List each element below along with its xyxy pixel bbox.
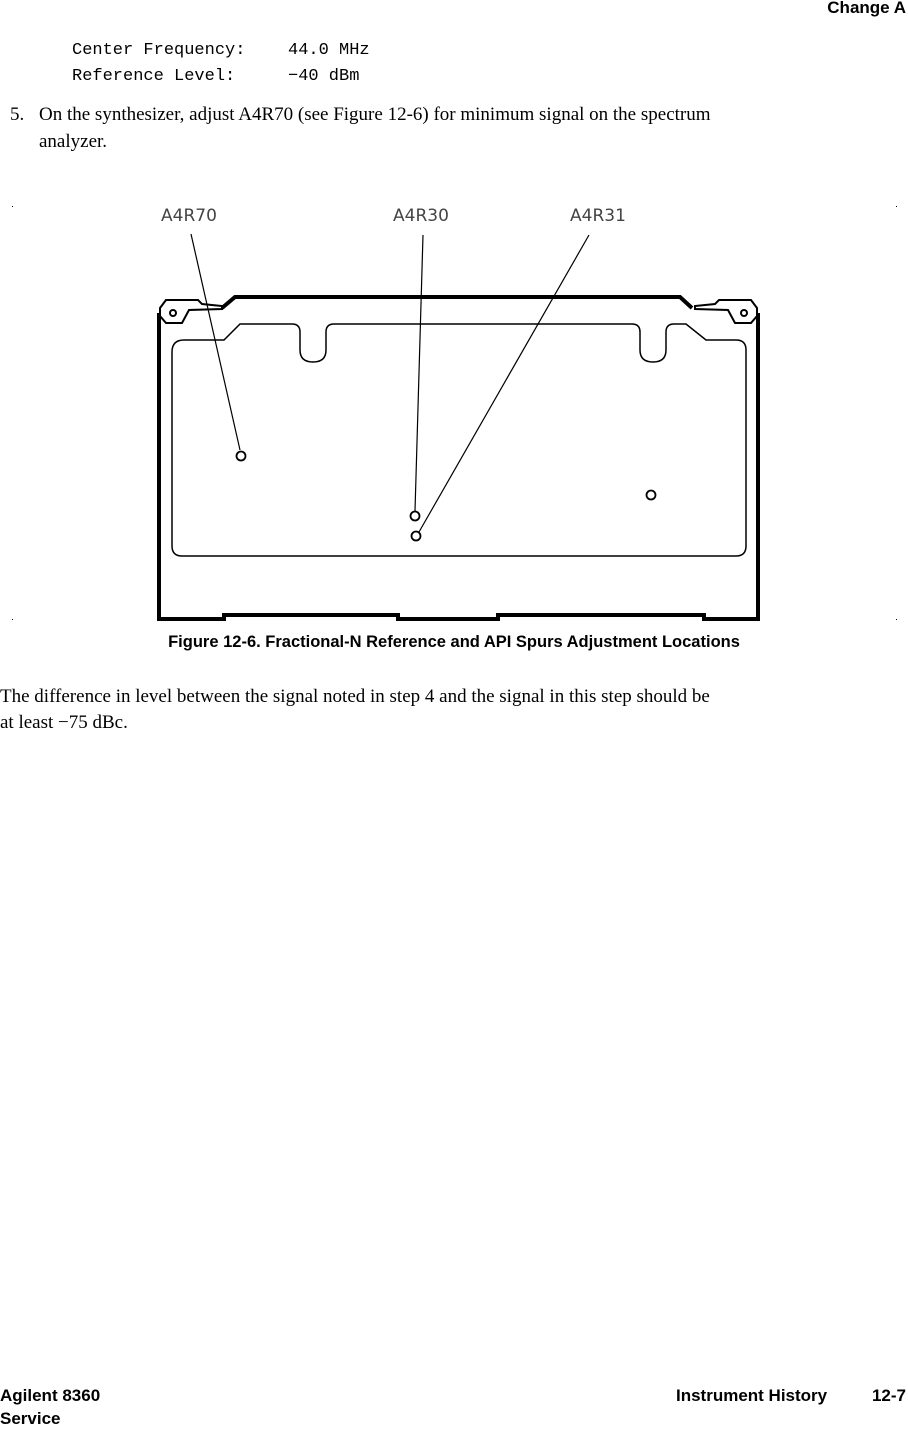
figure-frame-ticks (12, 206, 897, 620)
left-bracket (160, 300, 222, 323)
leader-lines (191, 234, 589, 532)
adjustment-points (237, 452, 656, 541)
right-bracket (695, 300, 757, 323)
paragraph-line1: The difference in level between the signal noted in step 4 and the signal in this step should be (0, 686, 710, 707)
label-a4r30: A4R30 (393, 206, 449, 226)
a4r70-point (237, 452, 246, 461)
setting-label-center-frequency: Center Frequency: (72, 41, 246, 60)
section-header: Change A (827, 0, 906, 17)
paragraph-line2: at least −75 dBc. (0, 712, 128, 733)
a4r31-point (412, 532, 421, 541)
footer-page-number: 12-7 (871, 1386, 906, 1405)
step-number: 5. (10, 104, 25, 125)
footer-chapter: Instrument History (676, 1386, 828, 1405)
setting-value-center-frequency: 44.0 MHz (288, 41, 370, 60)
label-a4r70: A4R70 (161, 206, 217, 226)
label-a4r31: A4R31 (570, 206, 626, 226)
chassis-outline (159, 297, 758, 619)
footer-manual: Service (0, 1409, 61, 1428)
board-outline (172, 324, 746, 556)
footer-product: Agilent 8360 (0, 1386, 101, 1405)
figure-caption: Figure 12-6. Fractional-N Reference and API Spurs Adjustment Locations (168, 633, 740, 651)
setting-value-reference-level: −40 dBm (288, 67, 360, 86)
step-text-line2: analyzer. (39, 131, 108, 152)
setting-label-reference-level: Reference Level: (72, 67, 236, 86)
board-diagram (0, 190, 908, 630)
a4r30-point (411, 512, 420, 521)
other-component-point (647, 491, 656, 500)
step-text-line1: On the synthesizer, adjust A4R70 (see Figure 12-6) for minimum signal on the spectrum (39, 104, 711, 125)
